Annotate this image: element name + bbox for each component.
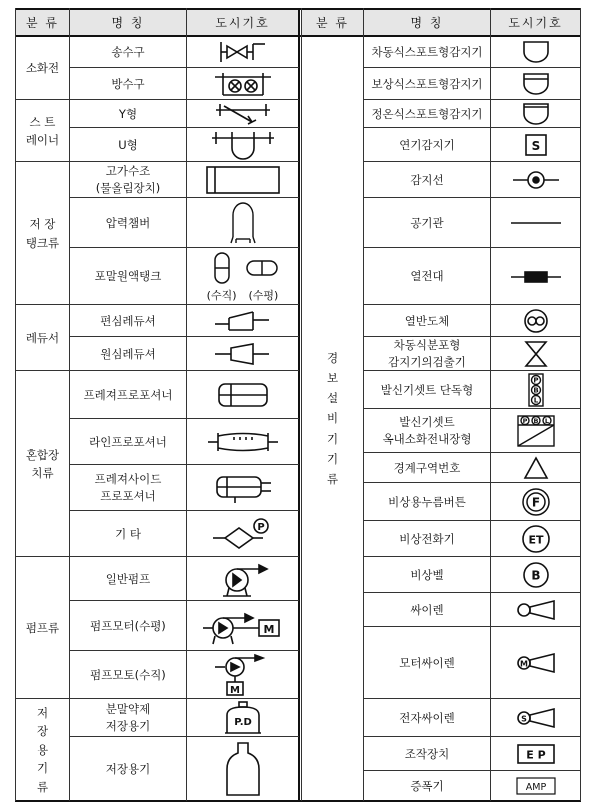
thermocouple-icon — [491, 249, 580, 304]
smoke-detector-icon — [491, 129, 580, 161]
right-item-name: 비상전화기 — [399, 531, 455, 546]
right-item-name: 정온식스포트형감지기 — [371, 106, 483, 121]
fixed-temperature-detector-icon — [491, 101, 580, 127]
header-left-name: 명 칭 — [70, 9, 186, 35]
air-tube-icon — [491, 199, 580, 247]
left-category-mixer: 혼합장 치류 — [25, 447, 60, 480]
row-rule — [15, 556, 299, 557]
rate-of-rise-spot-detector-icon — [491, 37, 580, 67]
thermal-semiconductor-icon — [491, 306, 580, 336]
left-item-name: 송수구 — [111, 44, 145, 59]
amplifier-label: AMP — [525, 782, 546, 793]
right-item-name: 열전대 — [410, 269, 444, 284]
row-rule — [363, 197, 581, 198]
right-item-name: 경계구역번호 — [393, 460, 461, 475]
right-item-name: 싸이렌 — [410, 602, 444, 617]
letter-p: P — [522, 417, 527, 425]
other-mixer-label: P — [256, 522, 265, 533]
right-item-name: 모터싸이렌 — [399, 655, 455, 670]
right-item-name: 발신기셋트 단독형 — [380, 382, 474, 397]
left-item-name: 분말약제 저장용기 — [105, 702, 151, 733]
right-item-name: 비상용누름버튼 — [388, 494, 466, 509]
fire-dept-connection-icon — [187, 37, 298, 67]
row-rule — [363, 698, 581, 699]
left-category-hydrant: 소화전 — [25, 60, 60, 75]
row-rule — [15, 698, 299, 699]
row-rule — [69, 336, 299, 337]
header-right-symbol: 도시기호 — [491, 9, 580, 35]
left-item-name: 프레져프로포셔너 — [83, 387, 173, 402]
left-item-name: 기 타 — [115, 526, 141, 541]
right-item-name: 조작장치 — [404, 746, 450, 761]
row-rule — [363, 592, 581, 593]
row-rule — [363, 520, 581, 521]
left-item-name: 압력챔버 — [105, 215, 151, 230]
row-rule — [15, 161, 299, 162]
row-rule — [363, 161, 581, 162]
foam-tank-icon — [187, 249, 298, 304]
row-rule — [69, 418, 299, 419]
line-proportioner-icon — [187, 420, 298, 464]
motor-siren-label: M — [519, 659, 528, 669]
row-rule — [69, 197, 299, 198]
storage-container-icon — [187, 738, 298, 800]
right-item-name: 연기감지기 — [399, 137, 455, 152]
control-device-label: E P — [525, 748, 546, 762]
left-item-name: 펌프모토(수직) — [90, 667, 166, 682]
siren-icon — [491, 594, 580, 626]
left-item-name: 고가수조 (물올림장치) — [95, 164, 161, 195]
right-item-name: 감지선 — [410, 172, 444, 187]
row-rule — [69, 650, 299, 651]
elevated-tank-icon — [187, 163, 298, 197]
left-item-name: 라인프로포셔너 — [89, 434, 167, 449]
center-divider-inner — [301, 8, 302, 801]
row-rule — [69, 67, 299, 68]
left-item-name: 일반펌프 — [105, 571, 151, 586]
row-rule — [15, 99, 299, 100]
pump-motor-vertical-label: M — [229, 685, 240, 696]
row-rule — [363, 482, 581, 483]
right-item-name: 공기관 — [410, 215, 444, 230]
row-rule — [69, 736, 299, 737]
right-item-name: 발신기셋트 옥내소화전내장형 — [382, 415, 472, 446]
right-item-name: 차동식분포형 감지기의검출기 — [388, 338, 466, 369]
transmitter-set-single-icon — [491, 372, 580, 408]
pump-motor-horizontal-label: M — [263, 623, 274, 636]
row-rule — [363, 556, 581, 557]
emergency-bell-icon — [491, 558, 580, 592]
y-strainer-icon — [187, 101, 298, 127]
transmitter-set-hydrant-icon — [491, 410, 580, 452]
left-outer-border — [15, 8, 16, 801]
header-right-category: 분 류 — [302, 9, 363, 35]
row-rule — [69, 600, 299, 601]
amplifier-icon — [491, 772, 580, 800]
row-rule — [363, 304, 581, 305]
row-rule — [69, 464, 299, 465]
sensing-wire-icon — [491, 163, 580, 197]
left-category-container: 저 장 용 기 류 — [36, 706, 49, 794]
right-item-name: 열반도체 — [404, 313, 450, 328]
right-category-label: 경 보 설 비 기 기 류 — [326, 351, 339, 486]
row-rule — [363, 452, 581, 453]
header-right-name: 명 칭 — [364, 9, 490, 35]
row-rule — [69, 127, 299, 128]
letter-b: B — [533, 417, 538, 425]
right-item-name: 비상벨 — [410, 567, 444, 582]
concentric-reducer-icon — [187, 338, 298, 370]
right-item-name: 증폭기 — [410, 778, 444, 793]
right-category-alarm-equipment — [302, 37, 363, 800]
row-rule — [363, 127, 581, 128]
zone-number-icon — [491, 454, 580, 482]
horizontal-caption: (수평) — [248, 288, 279, 302]
eccentric-reducer-icon — [187, 306, 298, 336]
left-item-name: 원심레듀셔 — [100, 346, 156, 361]
left-item-name: 펌프모터(수평) — [90, 618, 166, 633]
letter-l: L — [544, 417, 549, 425]
pump-motor-horizontal-icon — [187, 602, 298, 650]
emergency-bell-label: B — [530, 568, 541, 583]
left-category-pump: 펌프류 — [25, 620, 60, 635]
row-rule — [363, 408, 581, 409]
letter-l: L — [533, 396, 538, 405]
right-item-name: 보상식스포트형감지기 — [371, 76, 483, 91]
smoke-detector-label: S — [531, 139, 540, 153]
left-item-name: 방수구 — [111, 76, 145, 91]
right-item-name: 전자싸이렌 — [399, 710, 455, 725]
pressure-side-proportioner-icon — [187, 466, 298, 510]
left-category-tank: 저 장 탱크류 — [25, 217, 60, 250]
vertical-caption: (수직) — [206, 288, 237, 302]
header-left-category: 분 류 — [16, 9, 69, 35]
row-rule — [15, 370, 299, 371]
row-rule — [363, 99, 581, 100]
row-rule — [363, 370, 581, 371]
emergency-phone-label: ET — [527, 533, 544, 547]
row-rule — [363, 736, 581, 737]
left-item-name: U형 — [118, 137, 138, 152]
electronic-siren-icon — [491, 700, 580, 736]
electronic-siren-label: S — [520, 714, 527, 724]
motor-siren-icon — [491, 628, 580, 698]
row-rule — [15, 304, 299, 305]
row-rule — [363, 67, 581, 68]
general-pump-icon — [187, 558, 298, 600]
right-item-name: 차동식스포트형감지기 — [371, 44, 483, 59]
emergency-button-icon — [491, 484, 580, 520]
letter-b: B — [532, 386, 539, 395]
row-rule — [363, 626, 581, 627]
powder-container-icon — [187, 700, 298, 736]
left-item-name: Y형 — [118, 106, 138, 121]
row-rule — [363, 770, 581, 771]
header-left-symbol: 도시기호 — [187, 9, 298, 35]
row-rule — [363, 336, 581, 337]
left-category-reducer: 레듀서 — [25, 330, 60, 345]
row-rule — [69, 247, 299, 248]
left-category-strainer: 스 트 레이너 — [25, 114, 60, 147]
powder-container-label: P.D — [233, 717, 252, 728]
emergency-button-label: F — [531, 495, 540, 510]
u-strainer-icon — [187, 129, 298, 161]
left-item-name: 저장용기 — [105, 761, 151, 776]
hose-outlet-icon — [187, 69, 298, 99]
distributed-detector-icon — [491, 338, 580, 370]
compensated-spot-detector-icon — [491, 69, 580, 99]
letter-p: P — [532, 376, 539, 385]
pressure-proportioner-icon — [187, 372, 298, 418]
left-item-name: 편심레듀셔 — [100, 313, 156, 328]
control-device-icon — [491, 738, 580, 770]
left-item-name: 프레져사이드 프로포셔너 — [94, 472, 162, 503]
row-rule — [69, 510, 299, 511]
left-item-name: 포말원액탱크 — [94, 269, 162, 284]
emergency-phone-icon — [491, 522, 580, 556]
row-rule — [363, 247, 581, 248]
pressure-chamber-icon — [187, 199, 298, 247]
pump-motor-vertical-icon — [187, 652, 298, 698]
other-mixer-icon — [187, 512, 298, 556]
